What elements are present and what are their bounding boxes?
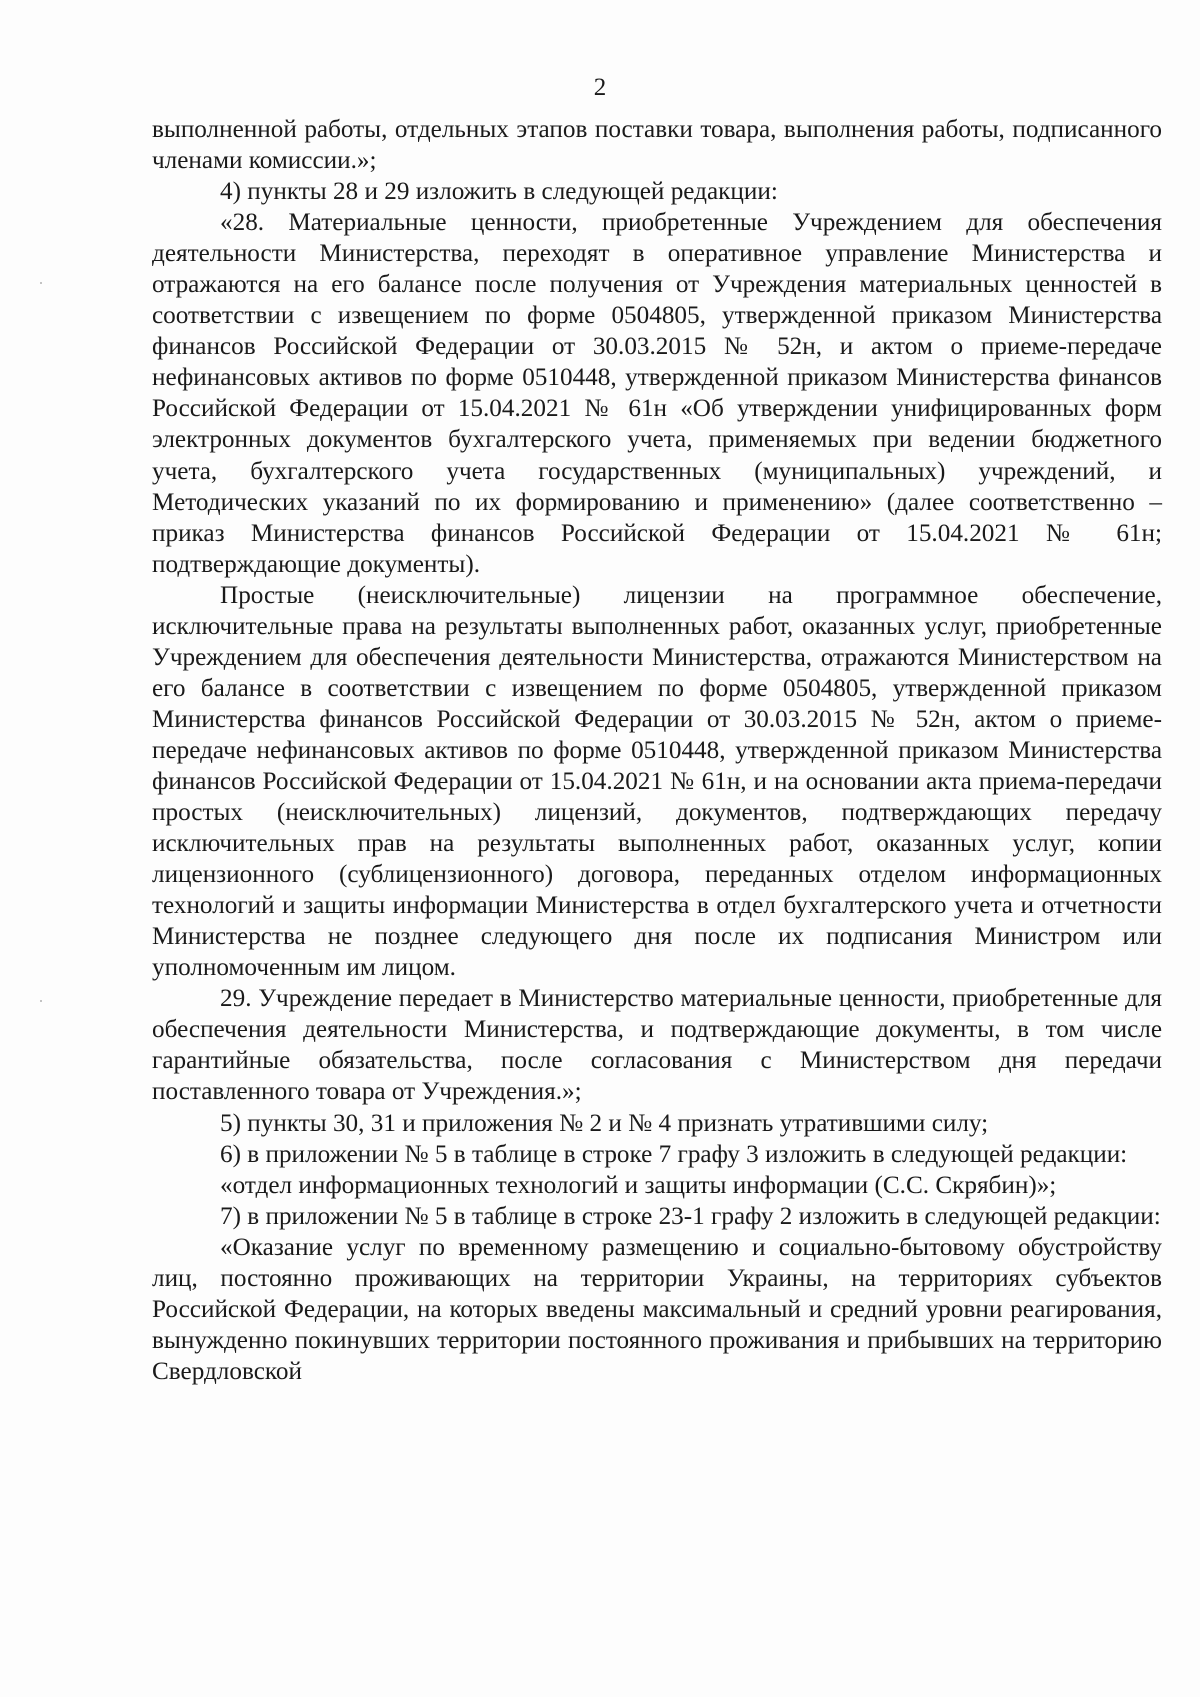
page-number: 2 <box>593 74 607 101</box>
document-body <box>152 114 1162 1387</box>
paragraph: 29. Учреждение передает в Министерство материальные ценности, приобретенные для обеспечения деятельности Министерства, и подтверждающие документы, в том числе гарантийные обязательства, после согласования с Министерством дня передачи поставленного товара от Учреждения.»; <box>152 985 1162 1106</box>
paragraph: Простые (неисключительные) лицензии на программное обеспечение, исключительные права на результаты выполненных работ, оказанных услуг, приобретенные Учреждением для обеспечения деятельности Министерства, отражаются Министерством на его балансе в соответствии с извещением по форме 0504805, утвержденной приказом Министерства финансов Российской Федерации от 30.03.2015 № 52н, актом о приеме-передаче нефинансовых активов по форме 0510448, утвержденной приказом Министерства финансов Российской Федерации от 15.04.2021 № 61н, и на основании акта приема-передачи простых (неисключительных) лицензий, документов, подтверждающих передачу исключительных прав на результаты выполненных работ, оказанных услуг, копии лицензионного (сублицензионного) договора, переданных отделом информационных технологий и защиты информации Министерства в отдел бухгалтерского учета и отчетности Министерства не позднее следующего дня после их подписания Министром или уполномоченным им лицом. <box>152 581 1162 982</box>
scan-speck <box>40 282 42 284</box>
paragraph: «Оказание услуг по временному размещению и социально-бытовому обустройству лиц, постоянно проживающих на территории Украины, на территориях субъектов Российской Федерации, на которых введены максимальный и средний уровни реагирования, вынужденно покинувших территории постоянного проживания и прибывших на территорию Свердловской <box>152 1233 1162 1385</box>
paragraph: 5) пункты 30, 31 и приложения № 2 и № 4 признать утратившими силу; <box>220 1109 989 1137</box>
paragraph: 6) в приложении № 5 в таблице в строке 7 графу 3 изложить в следующей редакции: <box>220 1140 1128 1168</box>
paragraph: 7) в приложении № 5 в таблице в строке 23-1 графу 2 изложить в следующей редакции: <box>220 1202 1161 1230</box>
paragraph: «28. Материальные ценности, приобретенные Учреждением для обеспечения деятельности Министерства, переходят в оперативное управление Министерства и отражаются на его балансе после получения от Учреждения материальных ценностей в соответствии с извещением по форме 0504805, утвержденной приказом Министерства финансов Российской Федерации от 30.03.2015 № 52н, и актом о приеме-передаче нефинансовых активов по форме 0510448, утвержденной приказом Министерства финансов Российской Федерации от 15.04.2021 № 61н «Об утверждении унифицированных форм электронных документов бухгалтерского учета, применяемых при ведении бюджетного учета, бухгалтерского учета государственных (муниципальных) учреждений, и Методических указаний по их формированию и применению» (далее соответственно – приказ Министерства финансов Российской Федерации от 15.04.2021 № 61н; подтверждающие документы). <box>152 209 1162 578</box>
paragraph: 4) пункты 28 и 29 изложить в следующей редакции: <box>220 178 778 206</box>
scan-speck <box>40 1000 42 1002</box>
paragraph: «отдел информационных технологий и защиты информации (С.С. Скрябин)»; <box>220 1171 1057 1199</box>
paragraph: выполненной работы, отдельных этапов поставки товара, выполнения работы, подписанного членами комиссии.»; <box>152 116 1162 175</box>
